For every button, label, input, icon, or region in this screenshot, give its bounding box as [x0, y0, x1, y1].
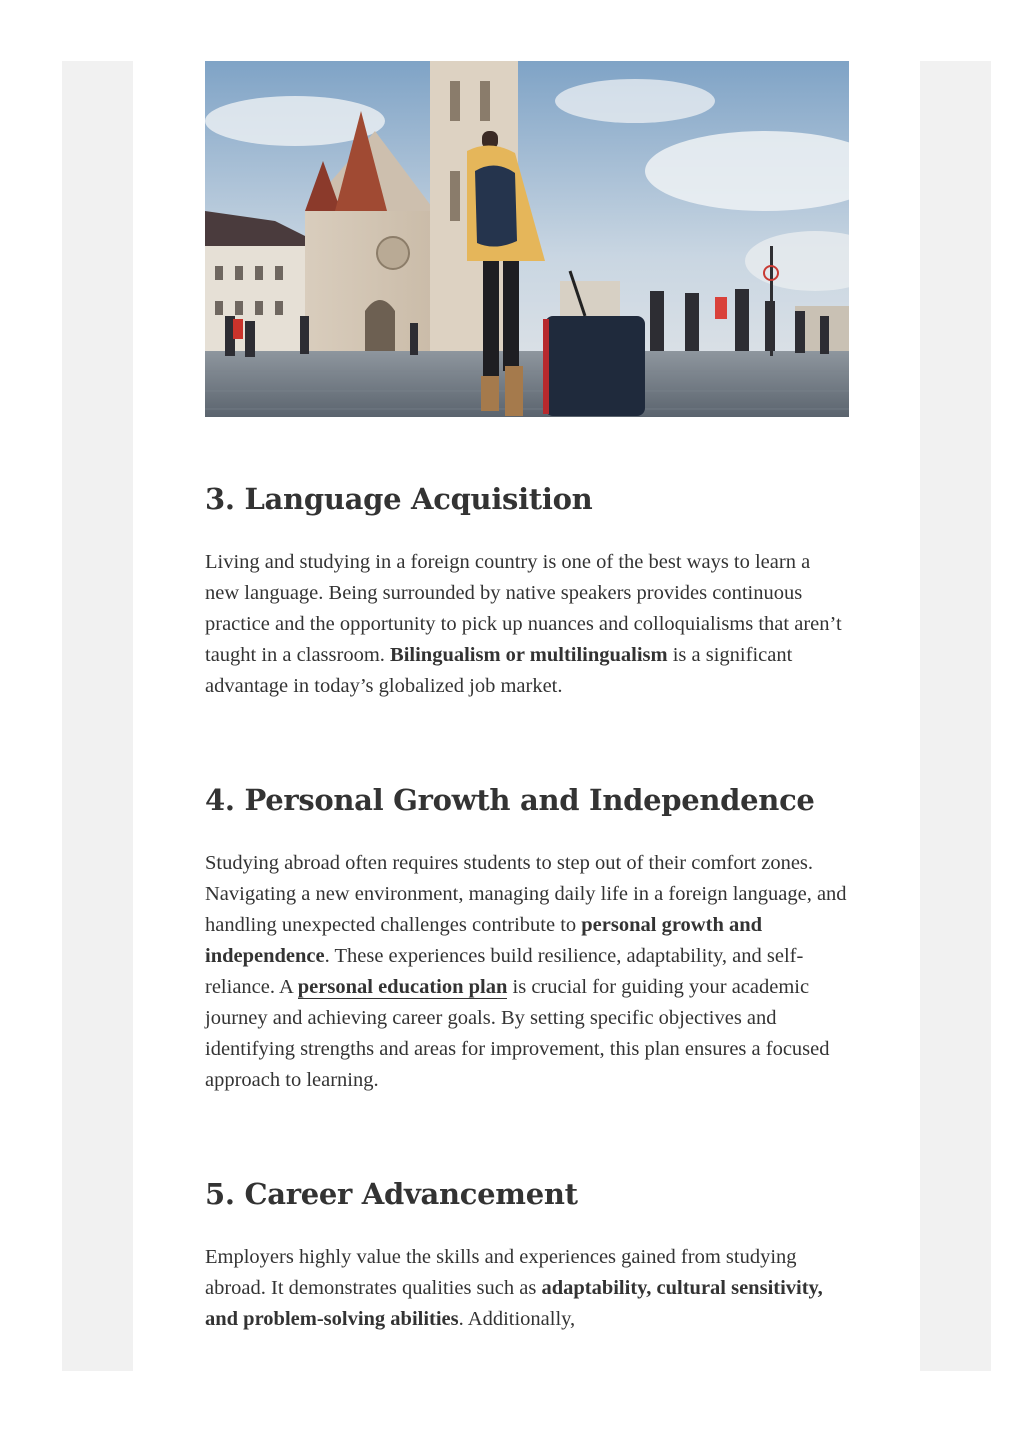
paragraph-text: is a significant advantage in today’s globalized job market. [205, 644, 793, 697]
bold-text: personal growth and independence [205, 914, 763, 967]
paragraph-text: Employers highly value the skills and experiences gained from studying abroad. It demonstrates qualities such as [205, 1246, 797, 1299]
section-paragraph-career-advancement [205, 1242, 849, 1335]
paragraph-text: Studying abroad often requires students to step out of their comfort zones. Navigating a new environment, managing daily life in a foreign language, and handling unexpected challenges contribute to [205, 852, 847, 936]
paragraph-text: Living and studying in a foreign country is one of the best ways to learn a new language. Being surrounded by native speakers provides continuous practice and the opportunity to pick up nuances and colloquialisms that aren’t taught in a classroom. [205, 551, 842, 666]
paragraph-text: is crucial for guiding your academic journey and achieving career goals. By setting specific objectives and identifying strengths and areas for improvement, this plan ensures a focused approach to learning. [205, 976, 830, 1091]
section-paragraph-language-acquisition [205, 547, 849, 702]
paragraph-text: . These experiences build resilience, adaptability, and self-reliance. A [205, 945, 804, 998]
paragraph-text: . Additionally, [458, 1308, 576, 1330]
section-heading-career-advancement: 5. Career Advancement [205, 1177, 578, 1211]
hero-image [205, 61, 849, 417]
bold-text: adaptability, cultural sensitivity, and problem-solving abilities [205, 1277, 823, 1330]
section-paragraph-personal-growth [205, 848, 849, 1096]
section-heading-personal-growth: 4. Personal Growth and Independence [205, 783, 815, 817]
section-heading-language-acquisition: 3. Language Acquisition [205, 482, 593, 516]
bold-text: Bilingualism or multilingualism [390, 644, 668, 666]
article-column [133, 61, 920, 1371]
personal-education-plan-link[interactable]: personal education plan [297, 976, 508, 998]
article-content [205, 61, 849, 1335]
